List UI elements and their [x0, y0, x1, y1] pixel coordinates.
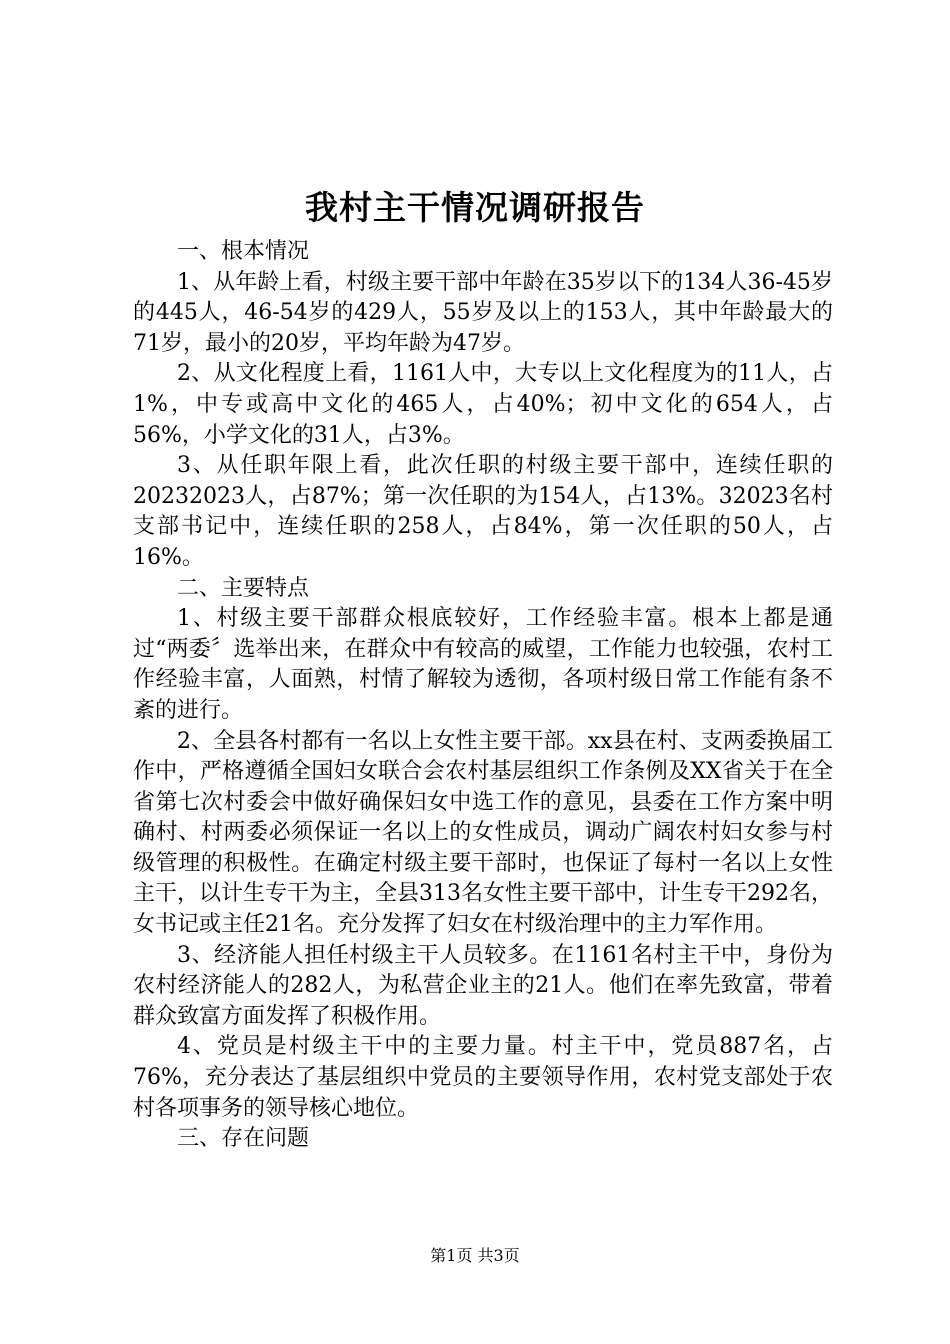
document-body [133, 237, 833, 1155]
paragraph: 3、从任职年限上看，此次任职的村级主要干部中，连续任职的20232023人，占87%；第一次任职的为154人，占13%。32023名村支部书记中，连续任职的258人，占84%，第一次任职的50人，占16%。 [133, 453, 833, 570]
document-title: 我村主干情况调研报告 [305, 188, 645, 227]
section-heading: 三、存在问题 [177, 1126, 310, 1152]
paragraph: 4、党员是村级主干中的主要力量。村主干中，党员887名，占76%，充分表达了基层组织中党员的主要领导作用，农村党支部处于农村各项事务的领导核心地位。 [133, 1034, 833, 1121]
paragraph: 1、村级主要干部群众根底较好，工作经验丰富。根本上都是通过“两委〞选举出来，在群众中有较高的威望，工作能力也较强，农村工作经验丰富，人面熟，村情了解较为透彻，各项村级日常工作能有条不紊的进行。 [133, 606, 833, 723]
paragraph: 2、从文化程度上看，1161人中，大专以上文化程度为的11人，占1%，中专或高中文化的465人，占40%；初中文化的654人，占56%，小学文化的31人，占3%。 [133, 361, 833, 448]
paragraph: 3、经济能人担任村级主干人员较多。在1161名村主干中，身份为农村经济能人的282人，为私营企业主的21人。他们在率先致富，带着群众致富方面发挥了积极作用。 [133, 942, 833, 1029]
section-heading: 一、根本情况 [177, 239, 310, 264]
page-footer: 第1页 共3页 [430, 1246, 520, 1265]
paragraph: 1、从年龄上看，村级主要干部中年龄在35岁以下的134人36-45岁的445人，46-54岁的429人，55岁及以上的153人，其中年龄最大的71岁，最小的20岁，平均年龄为47岁。 [133, 269, 833, 356]
section-heading: 二、主要特点 [177, 575, 310, 601]
paragraph: 2、全县各村都有一名以上女性主要干部。xx县在村、支两委换届工作中，严格遵循全国妇女联合会农村基层组织工作条例及XX省关于在全省第七次村委会中做好确保妇女中选工作的意见，县委在工作方案中明确村、村两委必须保证一名以上的女性成员，调动广阔农村妇女参与村级管理的积极性。在确定村级主要干部时，也保证了每村一名以上女性主干，以计生专干为主，全县313名女性主要干部中，计生专干292名，女书记或主任21名。充分发挥了妇女在村级治理中的主力军作用。 [133, 728, 833, 938]
